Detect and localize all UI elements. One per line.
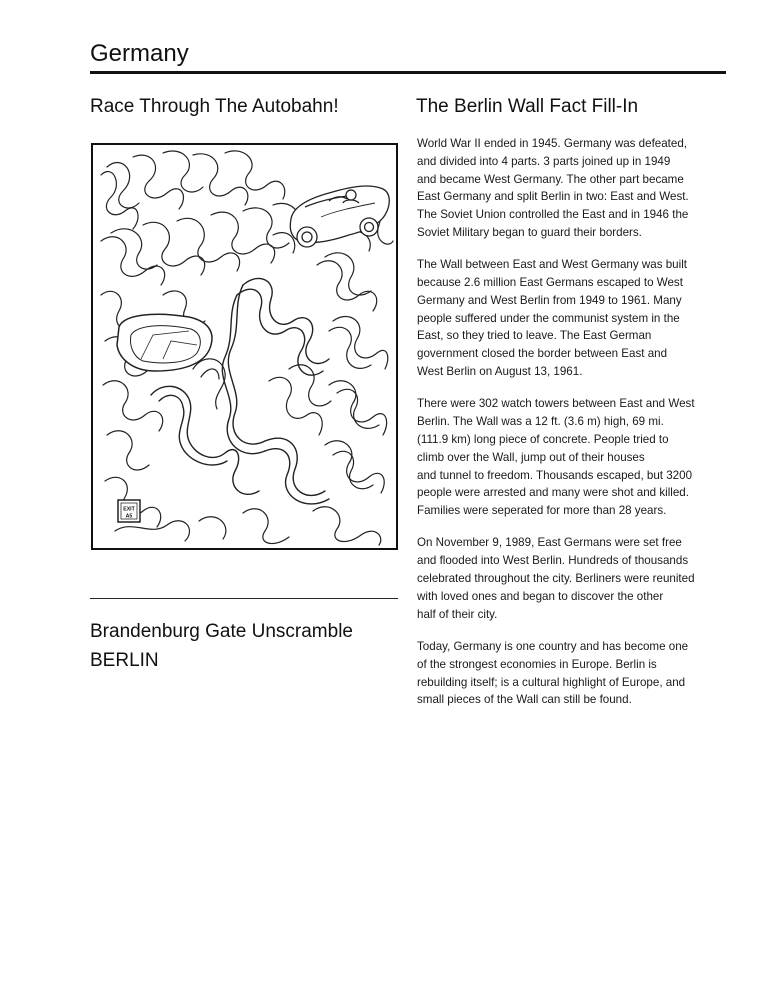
autobahn-maze xyxy=(91,143,398,550)
article-paragraph: Today, Germany is one country and has become one of the strongest economies in Europe. Berlin is rebuilding itself; is a cultural highlight of Europe, and small pieces of the Wall can still be found. xyxy=(417,639,689,707)
page-title: Germany xyxy=(90,40,189,67)
berlin-wall-heading: The Berlin Wall Fact Fill-In xyxy=(416,96,639,117)
article-paragraph: On November 9, 1989, East Germans were set free and flooded into West Berlin. Hundreds of thousands celebrated throughout the city. Berliners were reunited with loved ones and began to discover the other half of their city. xyxy=(417,536,695,621)
scrambled-word: BERLIN xyxy=(90,650,159,671)
unscramble-heading: Brandenburg Gate Unscramble xyxy=(90,621,353,642)
section-divider xyxy=(90,598,398,599)
maze-heading: Race Through The Autobahn! xyxy=(90,96,339,117)
exit-sign-road: A5 xyxy=(125,513,133,520)
article-paragraph: There were 302 watch towers between East and West Berlin. The Wall was a 12 ft. (3.6 m) high, 69 mi. (111.9 km) long piece of concrete. People tried to climb over the Wall, jump out of their houses and tunnel to freedom. Thousands escaped, but 3200 people were arrested and many were shot and killed. Families were seperated for more than 28 years. xyxy=(417,397,695,518)
exit-a5-sign xyxy=(118,500,140,522)
exit-sign-label: EXIT xyxy=(123,506,135,513)
title-rule xyxy=(90,71,726,74)
convertible-car-icon xyxy=(290,186,389,247)
article-paragraph: World War II ended in 1945. Germany was defeated, and divided into 4 parts. 3 parts joined up in 1949 and became West Germany. The other part became East Germany and split Berlin in two: East and West. The Soviet Union controlled the East and in 1946 the Soviet Military began to guard their borders. xyxy=(417,137,689,239)
rear-view-mirror-icon xyxy=(117,314,212,371)
article-paragraph: The Wall between East and West Germany was built because 2.6 million East Germans escaped to West Germany and West Berlin from 1949 to 1961. Many people suffered under the communist system in the East, so they tried to leave. The East German government closed the border between East and West Berlin on August 13, 1961. xyxy=(417,258,687,379)
berlin-wall-article xyxy=(417,135,729,724)
